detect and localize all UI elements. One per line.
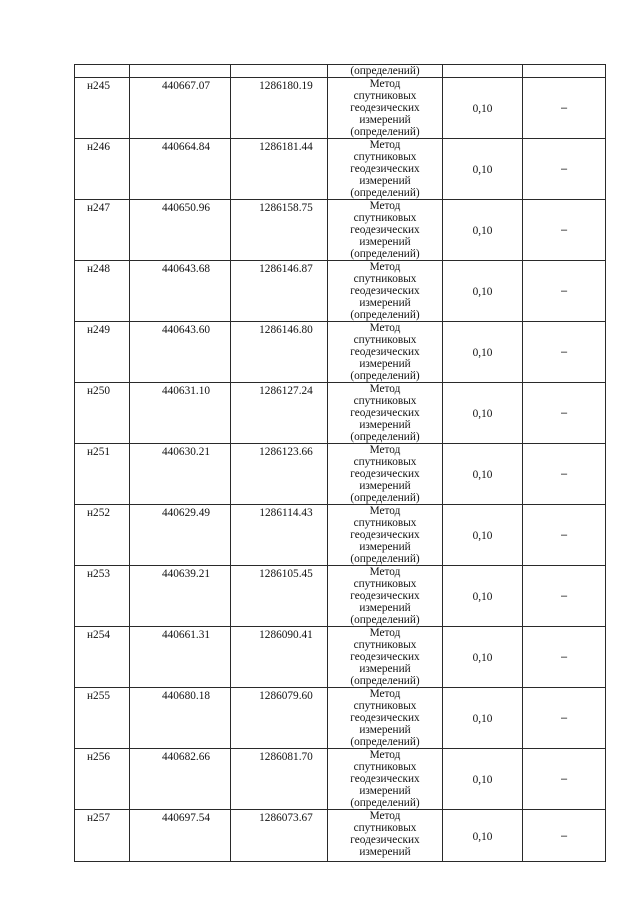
- point-id-cell: н256: [75, 749, 130, 810]
- y-coordinate: 1286123.66: [259, 446, 313, 458]
- y-coordinate: 1286146.87: [259, 263, 313, 275]
- method-text-line: геодезических: [350, 529, 420, 541]
- x-coordinate-cell: [130, 749, 231, 810]
- y-coordinate-cell: [231, 627, 328, 688]
- accuracy-cell: 0,10: [443, 688, 523, 749]
- x-coordinate-cell: [130, 444, 231, 505]
- note-dash: –: [560, 285, 568, 297]
- point-id-cell: н245: [75, 78, 130, 139]
- note-cell: [523, 322, 606, 383]
- y-coordinate: 1286081.70: [259, 751, 313, 763]
- point-id-cell: н247: [75, 200, 130, 261]
- note-dash: –: [560, 102, 568, 114]
- x-coordinate-cell: [130, 139, 231, 200]
- x-coordinate: 440631.10: [161, 385, 210, 397]
- method-text-line: измерений: [359, 541, 411, 553]
- y-coordinate-cell: [231, 566, 328, 627]
- y-coordinate-cell: [231, 261, 328, 322]
- x-coordinate: 440697.54: [161, 812, 210, 824]
- method-text-line: геодезических: [350, 224, 420, 236]
- continuation-method-text: (определений): [328, 65, 443, 78]
- accuracy-cell: 0,10: [443, 505, 523, 566]
- y-coordinate-cell: [231, 505, 328, 566]
- method-text-line: геодезических: [350, 102, 420, 114]
- accuracy-cell: 0,10: [443, 139, 523, 200]
- point-id-cell: н251: [75, 444, 130, 505]
- method-text-line: спутниковых: [353, 212, 417, 224]
- method-text-line: (определений): [350, 309, 420, 321]
- method-text-line: (определений): [350, 187, 420, 199]
- note-cell: [523, 810, 606, 862]
- method-text-line: геодезических: [350, 468, 420, 480]
- method-text-line: измерений: [359, 663, 411, 675]
- table-row: [75, 322, 606, 383]
- note-dash: –: [560, 468, 568, 480]
- table-row: [75, 261, 606, 322]
- method-cell: [328, 322, 443, 383]
- y-coordinate: 1286181.44: [259, 141, 313, 153]
- method-text-line: спутниковых: [353, 273, 417, 285]
- note-dash: –: [560, 224, 568, 236]
- method-text-line: геодезических: [350, 773, 420, 785]
- table-row: [75, 200, 606, 261]
- note-cell: [523, 139, 606, 200]
- method-text-line: измерений: [359, 602, 411, 614]
- accuracy-cell: 0,10: [443, 383, 523, 444]
- method-text-line: измерений: [359, 480, 411, 492]
- method-text-line: Метод: [369, 78, 401, 90]
- method-text-line: геодезических: [350, 285, 420, 297]
- method-text-line: (определений): [350, 553, 420, 565]
- x-coordinate: 440643.68: [161, 263, 210, 275]
- method-text-line: Метод: [369, 810, 401, 822]
- point-id-cell: н249: [75, 322, 130, 383]
- method-text-line: измерений: [359, 175, 411, 187]
- method-text-line: спутниковых: [353, 395, 417, 407]
- accuracy-cell: 0,10: [443, 444, 523, 505]
- note-dash: –: [560, 829, 568, 842]
- point-id-cell: н257: [75, 810, 130, 862]
- method-text-line: геодезических: [350, 407, 420, 419]
- y-coordinate: 1286090.41: [259, 629, 313, 641]
- note-dash: –: [560, 590, 568, 602]
- x-coordinate: 440629.49: [161, 507, 210, 519]
- method-text-line: Метод: [369, 383, 401, 395]
- coordinates-table-body: [75, 65, 606, 862]
- note-dash: –: [560, 407, 568, 419]
- note-dash: –: [560, 773, 568, 785]
- method-text-line: Метод: [369, 444, 401, 456]
- note-cell: [523, 200, 606, 261]
- method-text-line: измерений: [359, 114, 411, 126]
- x-coordinate: 440680.18: [161, 690, 210, 702]
- accuracy-cell: 0,10: [443, 627, 523, 688]
- method-text-line: (определений): [350, 248, 420, 260]
- note-cell: [523, 749, 606, 810]
- method-cell: [328, 139, 443, 200]
- method-text-line: геодезических: [350, 590, 420, 602]
- y-coordinate-cell: [231, 200, 328, 261]
- x-coordinate: 440650.96: [161, 202, 210, 214]
- table-row: [75, 444, 606, 505]
- y-coordinate: 1286180.19: [259, 80, 313, 92]
- method-cell: [328, 810, 443, 862]
- method-text-line: спутниковых: [353, 761, 417, 773]
- note-dash: –: [560, 712, 568, 724]
- method-text-line: (определений): [350, 370, 420, 382]
- coordinates-table: [74, 64, 606, 862]
- method-cell: [328, 200, 443, 261]
- x-coordinate-cell: [130, 78, 231, 139]
- y-coordinate-cell: [231, 322, 328, 383]
- method-text-line: измерений: [359, 785, 411, 797]
- method-cell: [328, 78, 443, 139]
- y-coordinate: 1286079.60: [259, 690, 313, 702]
- x-coordinate: 440630.21: [161, 446, 210, 458]
- table-row: [75, 627, 606, 688]
- method-text-line: Метод: [369, 566, 401, 578]
- method-text-line: (определений): [350, 126, 420, 138]
- method-text-line: (определений): [350, 797, 420, 809]
- method-text-line: спутниковых: [353, 639, 417, 651]
- continuation-cell-point: [75, 65, 130, 78]
- method-cell: [328, 749, 443, 810]
- point-id-cell: н248: [75, 261, 130, 322]
- x-coordinate-cell: [130, 261, 231, 322]
- method-cell: [328, 383, 443, 444]
- note-dash: –: [560, 529, 568, 541]
- table-row: [75, 505, 606, 566]
- method-text-line: измерений: [359, 297, 411, 309]
- continuation-row: [75, 65, 606, 78]
- method-text-line: измерений: [359, 358, 411, 370]
- method-text-line: Метод: [369, 322, 401, 334]
- y-coordinate-cell: [231, 749, 328, 810]
- point-id-cell: н246: [75, 139, 130, 200]
- continuation-cell-y: [231, 65, 328, 78]
- method-cell: [328, 688, 443, 749]
- y-coordinate-cell: [231, 688, 328, 749]
- accuracy-cell: 0,10: [443, 261, 523, 322]
- y-coordinate-cell: [231, 444, 328, 505]
- x-coordinate-cell: [130, 505, 231, 566]
- method-text-line: Метод: [369, 139, 401, 151]
- method-text-line: Метод: [369, 505, 401, 517]
- note-dash: –: [560, 651, 568, 663]
- table-row: [75, 749, 606, 810]
- method-text-line: Метод: [369, 749, 401, 761]
- method-text-line: (определений): [350, 431, 420, 443]
- x-coordinate-cell: [130, 566, 231, 627]
- x-coordinate: 440639.21: [161, 568, 210, 580]
- continuation-cell-note: [523, 65, 606, 78]
- accuracy-cell: 0,10: [443, 200, 523, 261]
- method-text-line: спутниковых: [353, 822, 417, 834]
- method-text-line: геодезических: [350, 712, 420, 724]
- method-cell: [328, 627, 443, 688]
- note-dash: –: [560, 163, 568, 175]
- note-cell: [523, 78, 606, 139]
- method-cell: [328, 261, 443, 322]
- method-text-line: спутниковых: [353, 334, 417, 346]
- method-text-line: геодезических: [350, 346, 420, 358]
- method-text-line: (определений): [350, 736, 420, 748]
- method-cell: [328, 444, 443, 505]
- y-coordinate-cell: [231, 78, 328, 139]
- method-text-line: Метод: [369, 627, 401, 639]
- point-id-cell: н253: [75, 566, 130, 627]
- method-text-line: измерений: [359, 724, 411, 736]
- method-text-line: геодезических: [350, 163, 420, 175]
- method-cell: [328, 505, 443, 566]
- x-coordinate: 440664.84: [161, 141, 210, 153]
- note-cell: [523, 444, 606, 505]
- x-coordinate-cell: [130, 200, 231, 261]
- note-cell: [523, 505, 606, 566]
- method-text-line: измерений: [359, 846, 411, 858]
- y-coordinate: 1286146.80: [259, 324, 313, 336]
- y-coordinate: 1286158.75: [259, 202, 313, 214]
- method-text-line: Метод: [369, 688, 401, 700]
- point-id-cell: н250: [75, 383, 130, 444]
- method-cell: [328, 566, 443, 627]
- note-cell: [523, 566, 606, 627]
- method-text-line: (определений): [350, 614, 420, 626]
- method-text-line: спутниковых: [353, 578, 417, 590]
- x-coordinate: 440667.07: [161, 80, 210, 92]
- accuracy-cell: 0,10: [443, 78, 523, 139]
- method-text-line: геодезических: [350, 834, 420, 846]
- table-row: [75, 78, 606, 139]
- y-coordinate: 1286073.67: [259, 812, 313, 824]
- accuracy-cell: 0,10: [443, 322, 523, 383]
- x-coordinate: 440661.31: [161, 629, 210, 641]
- method-text-line: спутниковых: [353, 700, 417, 712]
- continuation-cell-x: [130, 65, 231, 78]
- x-coordinate-cell: [130, 383, 231, 444]
- x-coordinate-cell: [130, 688, 231, 749]
- method-text-line: измерений: [359, 236, 411, 248]
- y-coordinate: 1286114.43: [259, 507, 313, 519]
- point-id-cell: н252: [75, 505, 130, 566]
- accuracy-cell: 0,10: [443, 749, 523, 810]
- x-coordinate: 440682.66: [161, 751, 210, 763]
- note-cell: [523, 688, 606, 749]
- y-coordinate-cell: [231, 139, 328, 200]
- x-coordinate-cell: [130, 810, 231, 862]
- table-row: [75, 139, 606, 200]
- note-cell: [523, 383, 606, 444]
- accuracy-cell: 0,10: [443, 810, 523, 862]
- y-coordinate-cell: [231, 810, 328, 862]
- method-text-line: спутниковых: [353, 151, 417, 163]
- method-text-line: (определений): [350, 492, 420, 504]
- y-coordinate-cell: [231, 383, 328, 444]
- note-cell: [523, 261, 606, 322]
- point-id-cell: н255: [75, 688, 130, 749]
- method-text-line: (определений): [350, 675, 420, 687]
- table-row: [75, 688, 606, 749]
- note-dash: –: [560, 346, 568, 358]
- method-text-line: спутниковых: [353, 456, 417, 468]
- table-row: [75, 383, 606, 444]
- table-row: [75, 566, 606, 627]
- method-text-line: геодезических: [350, 651, 420, 663]
- method-text-line: спутниковых: [353, 517, 417, 529]
- y-coordinate: 1286105.45: [259, 568, 313, 580]
- method-text-line: Метод: [369, 261, 401, 273]
- y-coordinate: 1286127.24: [259, 385, 313, 397]
- continuation-cell-accuracy: [443, 65, 523, 78]
- x-coordinate-cell: [130, 627, 231, 688]
- x-coordinate-cell: [130, 322, 231, 383]
- accuracy-cell: 0,10: [443, 566, 523, 627]
- point-id-cell: н254: [75, 627, 130, 688]
- x-coordinate: 440643.60: [161, 324, 210, 336]
- method-text-line: спутниковых: [353, 90, 417, 102]
- table-row: [75, 810, 606, 862]
- method-text-line: измерений: [359, 419, 411, 431]
- method-text-line: Метод: [369, 200, 401, 212]
- note-cell: [523, 627, 606, 688]
